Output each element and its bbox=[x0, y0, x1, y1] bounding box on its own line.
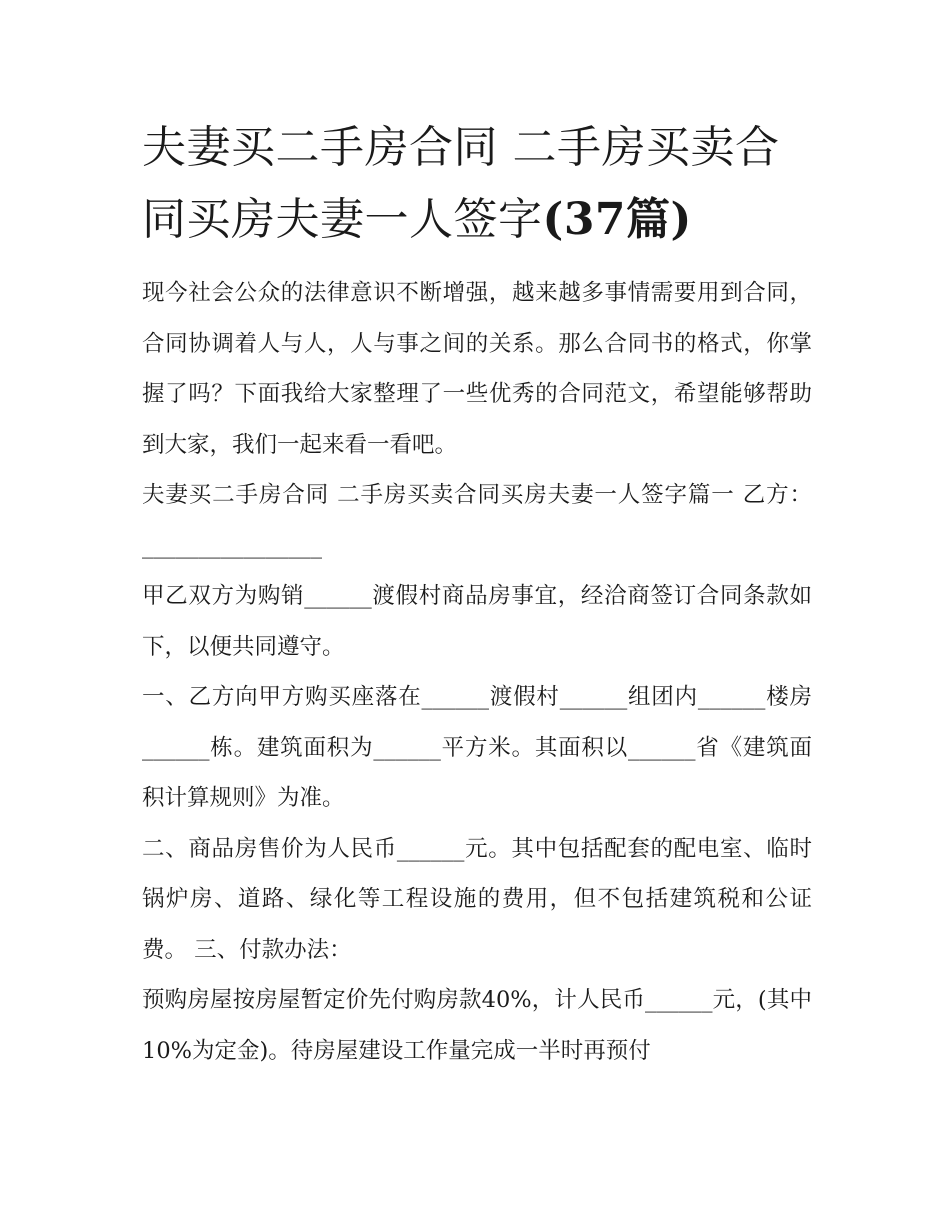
paragraph-section-heading: 夫妻买二手房合同 二手房买卖合同买房夫妻一人签字篇一 乙方：________________ bbox=[142, 482, 812, 559]
paragraph-intro: 现今社会公众的法律意识不断增强，越来越多事情需要用到合同，合同协调着人与人，人与事之间的关系。那么合同书的格式，你掌握了吗？下面我给大家整理了一些优秀的合同范文，希望能够帮助到大家，我们一起来看一看吧。 bbox=[142, 280, 812, 458]
paragraph-clause-1: 一、乙方向甲方购买座落在______渡假村______组团内______楼房______栋。建筑面积为______平方米。其面积以______省《建筑面积计算规则》为准。 bbox=[142, 684, 812, 811]
paragraph-purpose: 甲乙双方为购销______渡假村商品房事宜，经洽商签订合同条款如下，以便共同遵守。 bbox=[142, 583, 812, 660]
title-main: 夫妻买二手房合同 二手房买卖合同买房夫妻一人签字 bbox=[142, 122, 780, 245]
paragraph-clause-2: 二、商品房售价为人民币______元。其中包括配套的配电室、临时锅炉房、道路、绿化等工程设施的费用，但不包括建筑税和公证费。 三、付款办法： bbox=[142, 835, 812, 963]
document-title bbox=[142, 112, 812, 256]
document-page bbox=[142, 112, 812, 1076]
title-count: (37篇) bbox=[542, 194, 692, 245]
paragraph-payment: 预购房屋按房屋暂定价先付购房款40%，计人民币______元，(其中10%为定金)。待房屋建设工作量完成一半时再预付 bbox=[142, 987, 812, 1064]
